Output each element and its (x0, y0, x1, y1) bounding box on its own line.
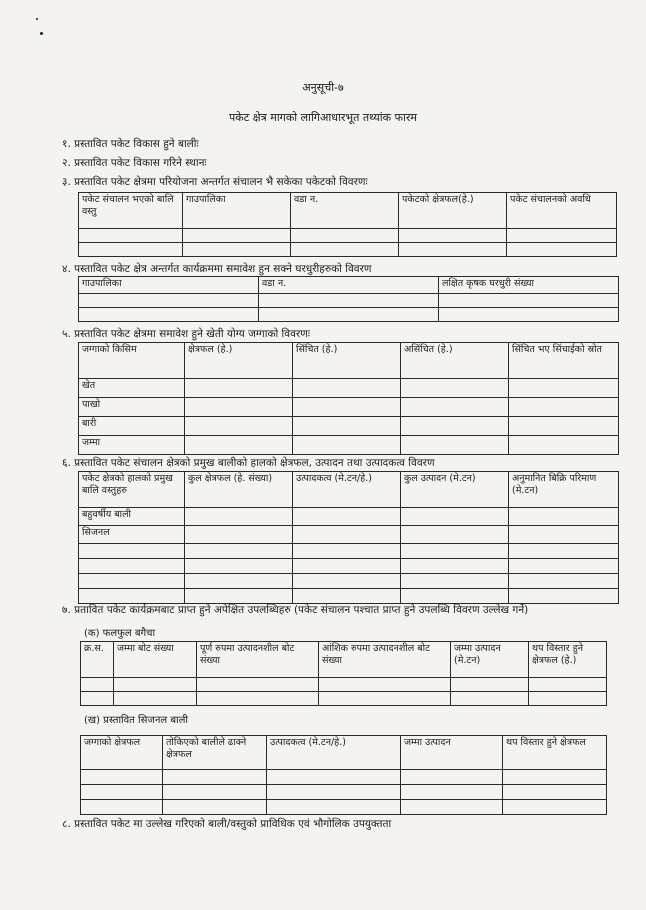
header-cell: थप विस्तार हुने क्षेत्रफल (503, 736, 607, 770)
header-cell: क्षेत्रफल (हे.) (185, 343, 293, 379)
entry-cell[interactable] (79, 574, 185, 589)
entry-cell[interactable] (259, 294, 439, 308)
header-cell: तोकिएको बालीले ढाक्ने क्षेत्रफल (163, 736, 267, 770)
entry-cell[interactable] (197, 692, 319, 706)
table-row (81, 678, 607, 692)
entry-cell[interactable] (509, 589, 619, 604)
entry-cell[interactable] (399, 243, 507, 257)
entry-cell[interactable] (509, 417, 619, 436)
header-cell: पकेट संचालन भएको बालि वस्तु (79, 193, 183, 229)
entry-cell[interactable] (267, 800, 401, 815)
entry-cell[interactable] (509, 398, 619, 417)
entry-cell[interactable] (401, 398, 509, 417)
entry-cell[interactable] (451, 678, 529, 692)
entry-cell[interactable] (401, 559, 509, 574)
table-row (79, 574, 619, 589)
table-row (79, 417, 619, 436)
entry-cell[interactable] (503, 800, 607, 815)
seasonal-crop-table (80, 735, 607, 815)
entry-cell[interactable] (401, 417, 509, 436)
entry-cell[interactable] (293, 398, 401, 417)
item-7: ७. प्रतावित पकेट कार्यक्रमबाट प्राप्त हुने अपेक्षित उपलब्धिहरु (पकेट संचालन पश्चात प्राप्त हुने उपलब्धि विवरण उल्लेख गर्ने) (62, 604, 529, 616)
entry-cell[interactable] (183, 229, 291, 243)
item-7b-label: (ख) प्रस्तावित सिजनल बाली (84, 715, 189, 726)
header-cell: जम्मा उत्पादन (401, 736, 503, 770)
header-cell: वडा न. (291, 193, 399, 229)
entry-cell[interactable] (293, 379, 401, 398)
header-cell: आंशिक रुपमा उत्पादनशील बोट संख्या (319, 642, 451, 678)
entry-cell[interactable] (509, 436, 619, 455)
entry-cell[interactable] (401, 574, 509, 589)
table-header-row (81, 736, 607, 770)
table-header-row (81, 642, 607, 678)
entry-cell[interactable] (267, 785, 401, 800)
entry-cell[interactable] (79, 308, 259, 322)
header-cell: पकेटको क्षेत्रफल(हे.) (399, 193, 507, 229)
entry-cell[interactable] (163, 785, 267, 800)
entry-cell[interactable] (79, 243, 183, 257)
entry-cell[interactable] (185, 526, 293, 544)
entry-cell[interactable] (291, 243, 399, 257)
header-cell: जग्गाको किसिम (79, 343, 185, 379)
table-header-row (79, 277, 619, 294)
entry-cell[interactable] (399, 229, 507, 243)
table-row (79, 544, 619, 559)
header-cell: असिंचित (हे.) (401, 343, 509, 379)
entry-cell[interactable] (293, 417, 401, 436)
entry-cell[interactable] (439, 308, 619, 322)
table-row (79, 589, 619, 604)
header-cell: जम्मा बोट संख्या (114, 642, 197, 678)
scan-speck (40, 32, 43, 35)
header-cell: पूर्ण रुपमा उत्पादनशील बोट संख्या (197, 642, 319, 678)
header-cell: वडा न. (259, 277, 439, 294)
row-label: सिजनल (79, 526, 185, 544)
item-5: ५. प्रस्तावित पकेट क्षेत्रमा समावेश हुने खेती योग्य जग्गाको विवरणः (62, 328, 310, 340)
header-cell: पकेट संचालनको अवधि (507, 193, 617, 229)
entry-cell[interactable] (509, 508, 619, 526)
entry-cell[interactable] (509, 544, 619, 559)
table-row (79, 294, 619, 308)
pocket-details-table (78, 192, 617, 257)
entry-cell[interactable] (79, 559, 185, 574)
entry-cell[interactable] (401, 544, 509, 559)
table-header-row (79, 193, 617, 229)
header-cell: गाउपालिका (183, 193, 291, 229)
entry-cell[interactable] (79, 294, 259, 308)
table-row (79, 436, 619, 455)
table-header-row (79, 472, 619, 508)
form-title: पकेट क्षेत्र मागको लागिआधारभूत तथ्यांक फारम (229, 111, 417, 124)
entry-cell[interactable] (401, 436, 509, 455)
entry-cell[interactable] (185, 559, 293, 574)
orchard-table (80, 641, 607, 706)
table-header-row (79, 343, 619, 379)
item-7a-label: (क) फलफुल बगैचा (84, 628, 156, 639)
entry-cell[interactable] (509, 526, 619, 544)
table-row (79, 559, 619, 574)
header-cell: उत्पादकत्व (मे.टन/हे.) (293, 472, 401, 508)
annex-label: अनुसूची-७ (302, 81, 344, 94)
table-row (79, 229, 617, 243)
header-cell: कुल क्षेत्रफल (हे. संख्या) (185, 472, 293, 508)
entry-cell[interactable] (529, 692, 607, 706)
entry-cell[interactable] (439, 294, 619, 308)
entry-cell[interactable] (185, 508, 293, 526)
header-cell: थप विस्तार हुने क्षेत्रफल (हे.) (529, 642, 607, 678)
entry-cell[interactable] (185, 544, 293, 559)
row-label: बारी (79, 417, 185, 436)
entry-cell[interactable] (114, 678, 197, 692)
row-label: पाखो (79, 398, 185, 417)
entry-cell[interactable] (401, 589, 509, 604)
row-label: जम्मा (79, 436, 185, 455)
entry-cell[interactable] (81, 692, 114, 706)
entry-cell[interactable] (401, 379, 509, 398)
item-2: २. प्रस्तावित पकेट विकास गरिने स्थानः (62, 157, 207, 169)
table-row (79, 243, 617, 257)
header-cell: जम्मा उत्पादन (मे.टन) (451, 642, 529, 678)
entry-cell[interactable] (507, 243, 617, 257)
household-table (78, 276, 619, 322)
table-row (79, 526, 619, 544)
table-row (79, 308, 619, 322)
entry-cell[interactable] (401, 526, 509, 544)
item-3: ३. प्रस्तावित पकेट क्षेत्रमा परियोजना अन्तर्गत संचालन भै सकेका पकेटको विवरणः (62, 176, 368, 188)
entry-cell[interactable] (293, 526, 401, 544)
entry-cell[interactable] (509, 574, 619, 589)
entry-cell[interactable] (81, 800, 163, 815)
entry-cell[interactable] (79, 589, 185, 604)
entry-cell[interactable] (259, 308, 439, 322)
header-cell: उत्पादकत्व (मे.टन/हे.) (267, 736, 401, 770)
table-row (79, 379, 619, 398)
entry-cell[interactable] (293, 574, 401, 589)
entry-cell[interactable] (163, 770, 267, 785)
header-cell: क्र.स. (81, 642, 114, 678)
entry-cell[interactable] (197, 678, 319, 692)
entry-cell[interactable] (401, 785, 503, 800)
entry-cell[interactable] (293, 559, 401, 574)
entry-cell[interactable] (529, 678, 607, 692)
entry-cell[interactable] (185, 379, 293, 398)
entry-cell[interactable] (401, 508, 509, 526)
header-cell: अनुमानित बिक्रि परिमाण (मे.टन) (509, 472, 619, 508)
scan-speck (36, 18, 38, 20)
entry-cell[interactable] (319, 692, 451, 706)
table-row (81, 692, 607, 706)
entry-cell[interactable] (185, 398, 293, 417)
land-table (78, 342, 619, 455)
item-1: १. प्रस्तावित पकेट विकास हुने बालीः (62, 138, 199, 150)
header-cell: पकेट क्षेत्रको हालको प्रमुख बालि वस्तुहरु (79, 472, 185, 508)
entry-cell[interactable] (451, 692, 529, 706)
table-row (81, 800, 607, 815)
header-cell: कुल उत्पादन (मे.टन) (401, 472, 509, 508)
table-row (81, 785, 607, 800)
entry-cell[interactable] (79, 544, 185, 559)
entry-cell[interactable] (185, 417, 293, 436)
header-cell: लक्षित कृषक घरधुरी संख्या (439, 277, 619, 294)
entry-cell[interactable] (81, 785, 163, 800)
entry-cell[interactable] (163, 800, 267, 815)
entry-cell[interactable] (114, 692, 197, 706)
entry-cell[interactable] (185, 589, 293, 604)
item-8: ८. प्रस्तावित पकेट मा उल्लेख गरिएको बाली/वस्तुको प्राविधिक एवं भौगोलिक उपयुक्तता (62, 818, 392, 830)
entry-cell[interactable] (503, 770, 607, 785)
entry-cell[interactable] (81, 678, 114, 692)
crop-production-table (78, 471, 619, 604)
entry-cell[interactable] (401, 770, 503, 785)
entry-cell[interactable] (185, 574, 293, 589)
header-cell: सिंचित (हे.) (293, 343, 401, 379)
item-4: ४. पस्तावित पकेट क्षेत्र अन्तर्गत कार्यक्रममा समावेश हुन सक्ने घरधुरीहरुको विवरण (62, 263, 372, 275)
header-cell: सिंचित भए सिंचाईको स्रोत (509, 343, 619, 379)
entry-cell[interactable] (509, 379, 619, 398)
header-cell: गाउपालिका (79, 277, 259, 294)
header-cell: जग्गाको क्षेत्रफल (81, 736, 163, 770)
entry-cell[interactable] (293, 589, 401, 604)
item-6: ६. प्रस्तावित पकेट संचालन क्षेत्रको प्रमुख बालीको हालको क्षेत्रफल, उत्पादन तथा उत्पादकत्व विवरण (62, 457, 435, 469)
entry-cell[interactable] (79, 229, 183, 243)
row-label: खेत (79, 379, 185, 398)
entry-cell[interactable] (183, 243, 291, 257)
entry-cell[interactable] (503, 785, 607, 800)
entry-cell[interactable] (291, 229, 399, 243)
row-label: बहुवर्षीय बाली (79, 508, 185, 526)
entry-cell[interactable] (293, 436, 401, 455)
entry-cell[interactable] (509, 559, 619, 574)
entry-cell[interactable] (81, 770, 163, 785)
table-row (79, 508, 619, 526)
entry-cell[interactable] (319, 678, 451, 692)
entry-cell[interactable] (293, 544, 401, 559)
table-row (81, 770, 607, 785)
entry-cell[interactable] (401, 800, 503, 815)
entry-cell[interactable] (507, 229, 617, 243)
entry-cell[interactable] (185, 436, 293, 455)
entry-cell[interactable] (293, 508, 401, 526)
table-row (79, 398, 619, 417)
entry-cell[interactable] (267, 770, 401, 785)
